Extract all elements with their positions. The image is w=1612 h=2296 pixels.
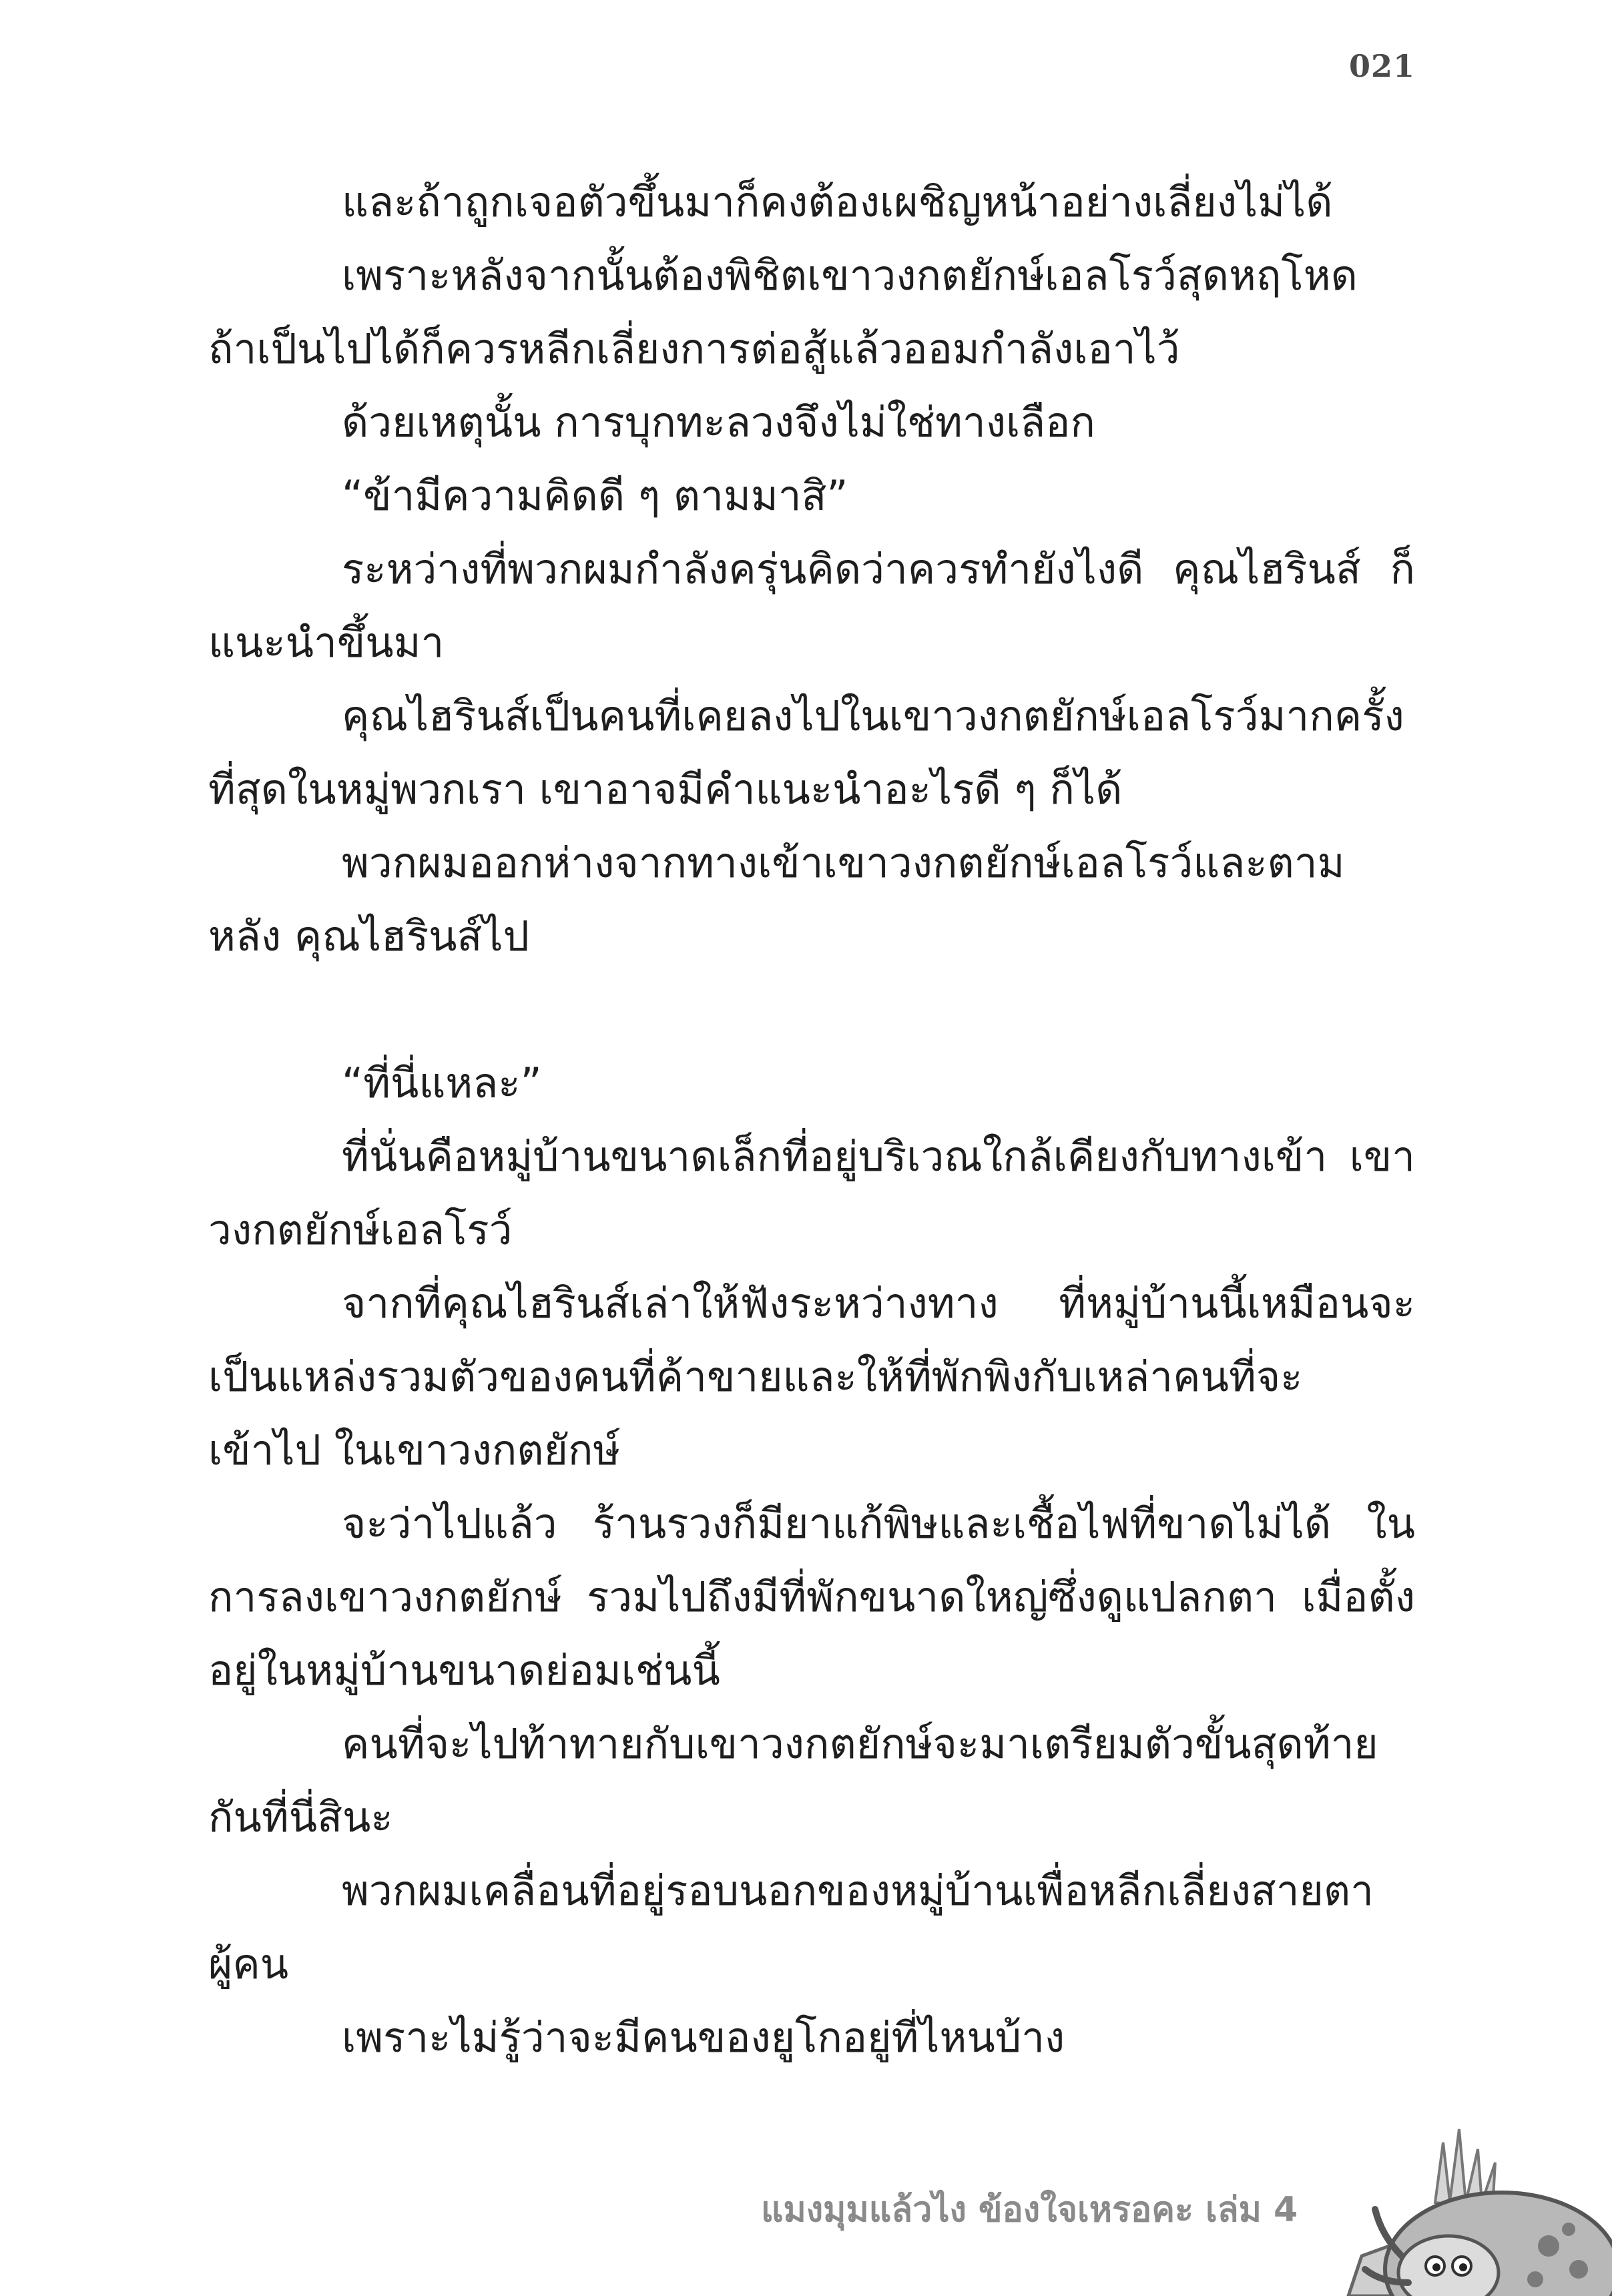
paragraph: ด้วยเหตุนั้น การบุกทะลวงจึงไม่ใช่ทางเลือก bbox=[342, 398, 1095, 447]
paragraph: พวกผมเคลื่อนที่อยู่รอบนอกของหมู่บ้านเพื่อหลีกเลี่ยงสายตา ผู้คน bbox=[208, 1866, 1374, 1988]
paragraph: จะว่าไปแล้ว ร้านรวงก็มียาแก้พิษและเชื้อไฟที่ขาดไม่ได้ ในการลงเขาวงกตยักษ์ รวมไปถึงมีที่พักขนาดใหญ่ซึ่งดูแปลกตา เมื่อตั้งอยู่ในหมู่บ้านขนาดย่อมเช่นนี้ bbox=[208, 1499, 1415, 1695]
paragraph: จากที่คุณไฮรินส์เล่าให้ฟังระหว่างทาง ที่หมู่บ้านนี้เหมือนจะ เป็นแหล่งรวมตัวของคนที่ค้าขายและให้ที่พักพิงกับเหล่าคนที่จะเข้าไป ในเขาวงกตยักษ์ bbox=[208, 1279, 1415, 1474]
paragraph: พวกผมออกห่างจากทางเข้าเขาวงกตยักษ์เอลโรว์และตามหลัง คุณไฮรินส์ไป bbox=[208, 838, 1345, 960]
paragraph: ระหว่างที่พวกผมกำลังครุ่นคิดว่าควรทำยังไงดี คุณไฮรินส์ ก็แนะนำขึ้นมา bbox=[208, 545, 1415, 667]
dialogue: “ที่นี่แหละ” bbox=[342, 1059, 542, 1107]
body-text bbox=[208, 166, 1415, 2074]
paragraph: คุณไฮรินส์เป็นคนที่เคยลงไปในเขาวงกตยักษ์เอลโรว์มากครั้ง ที่สุดในหมู่พวกเรา เขาอาจมีคำแนะนำอะไรดี ๆ ก็ได้ bbox=[208, 691, 1404, 814]
scene-break bbox=[208, 973, 1415, 1047]
paragraph: เพราะหลังจากนั้นต้องพิชิตเขาวงกตยักษ์เอลโรว์สุดหฤโหด ถ้าเป็นไปได้ก็ควรหลีกเลี่ยงการต่อสู้แล้วออมกำลังเอาไว้ bbox=[208, 251, 1358, 373]
paragraph: คนที่จะไปท้าทายกับเขาวงกตยักษ์จะมาเตรียมตัวขั้นสุดท้าย กันที่นี่สินะ bbox=[208, 1719, 1378, 1841]
paragraph: และถ้าถูกเจอตัวขึ้นมาก็คงต้องเผชิญหน้าอย่างเลี่ยงไม่ได้ bbox=[342, 178, 1333, 226]
page-number: 021 bbox=[1348, 48, 1415, 84]
book-title: แมงมุมแล้วไง ข้องใจเหรอคะ เล่ม 4 bbox=[761, 2190, 1298, 2230]
dialogue: “ข้ามีความคิดดี ๆ ตามมาสิ” bbox=[342, 471, 848, 520]
paragraph: เพราะไม่รู้ว่าจะมีคนของยูโกอยู่ที่ไหนบ้าง bbox=[342, 2013, 1065, 2062]
paragraph: ที่นั่นคือหมู่บ้านขนาดเล็กที่อยู่บริเวณใกล้เคียงกับทางเข้า เขาวงกตยักษ์เอลโรว์ bbox=[208, 1132, 1415, 1254]
spider-mascot-icon bbox=[1335, 2102, 1612, 2296]
